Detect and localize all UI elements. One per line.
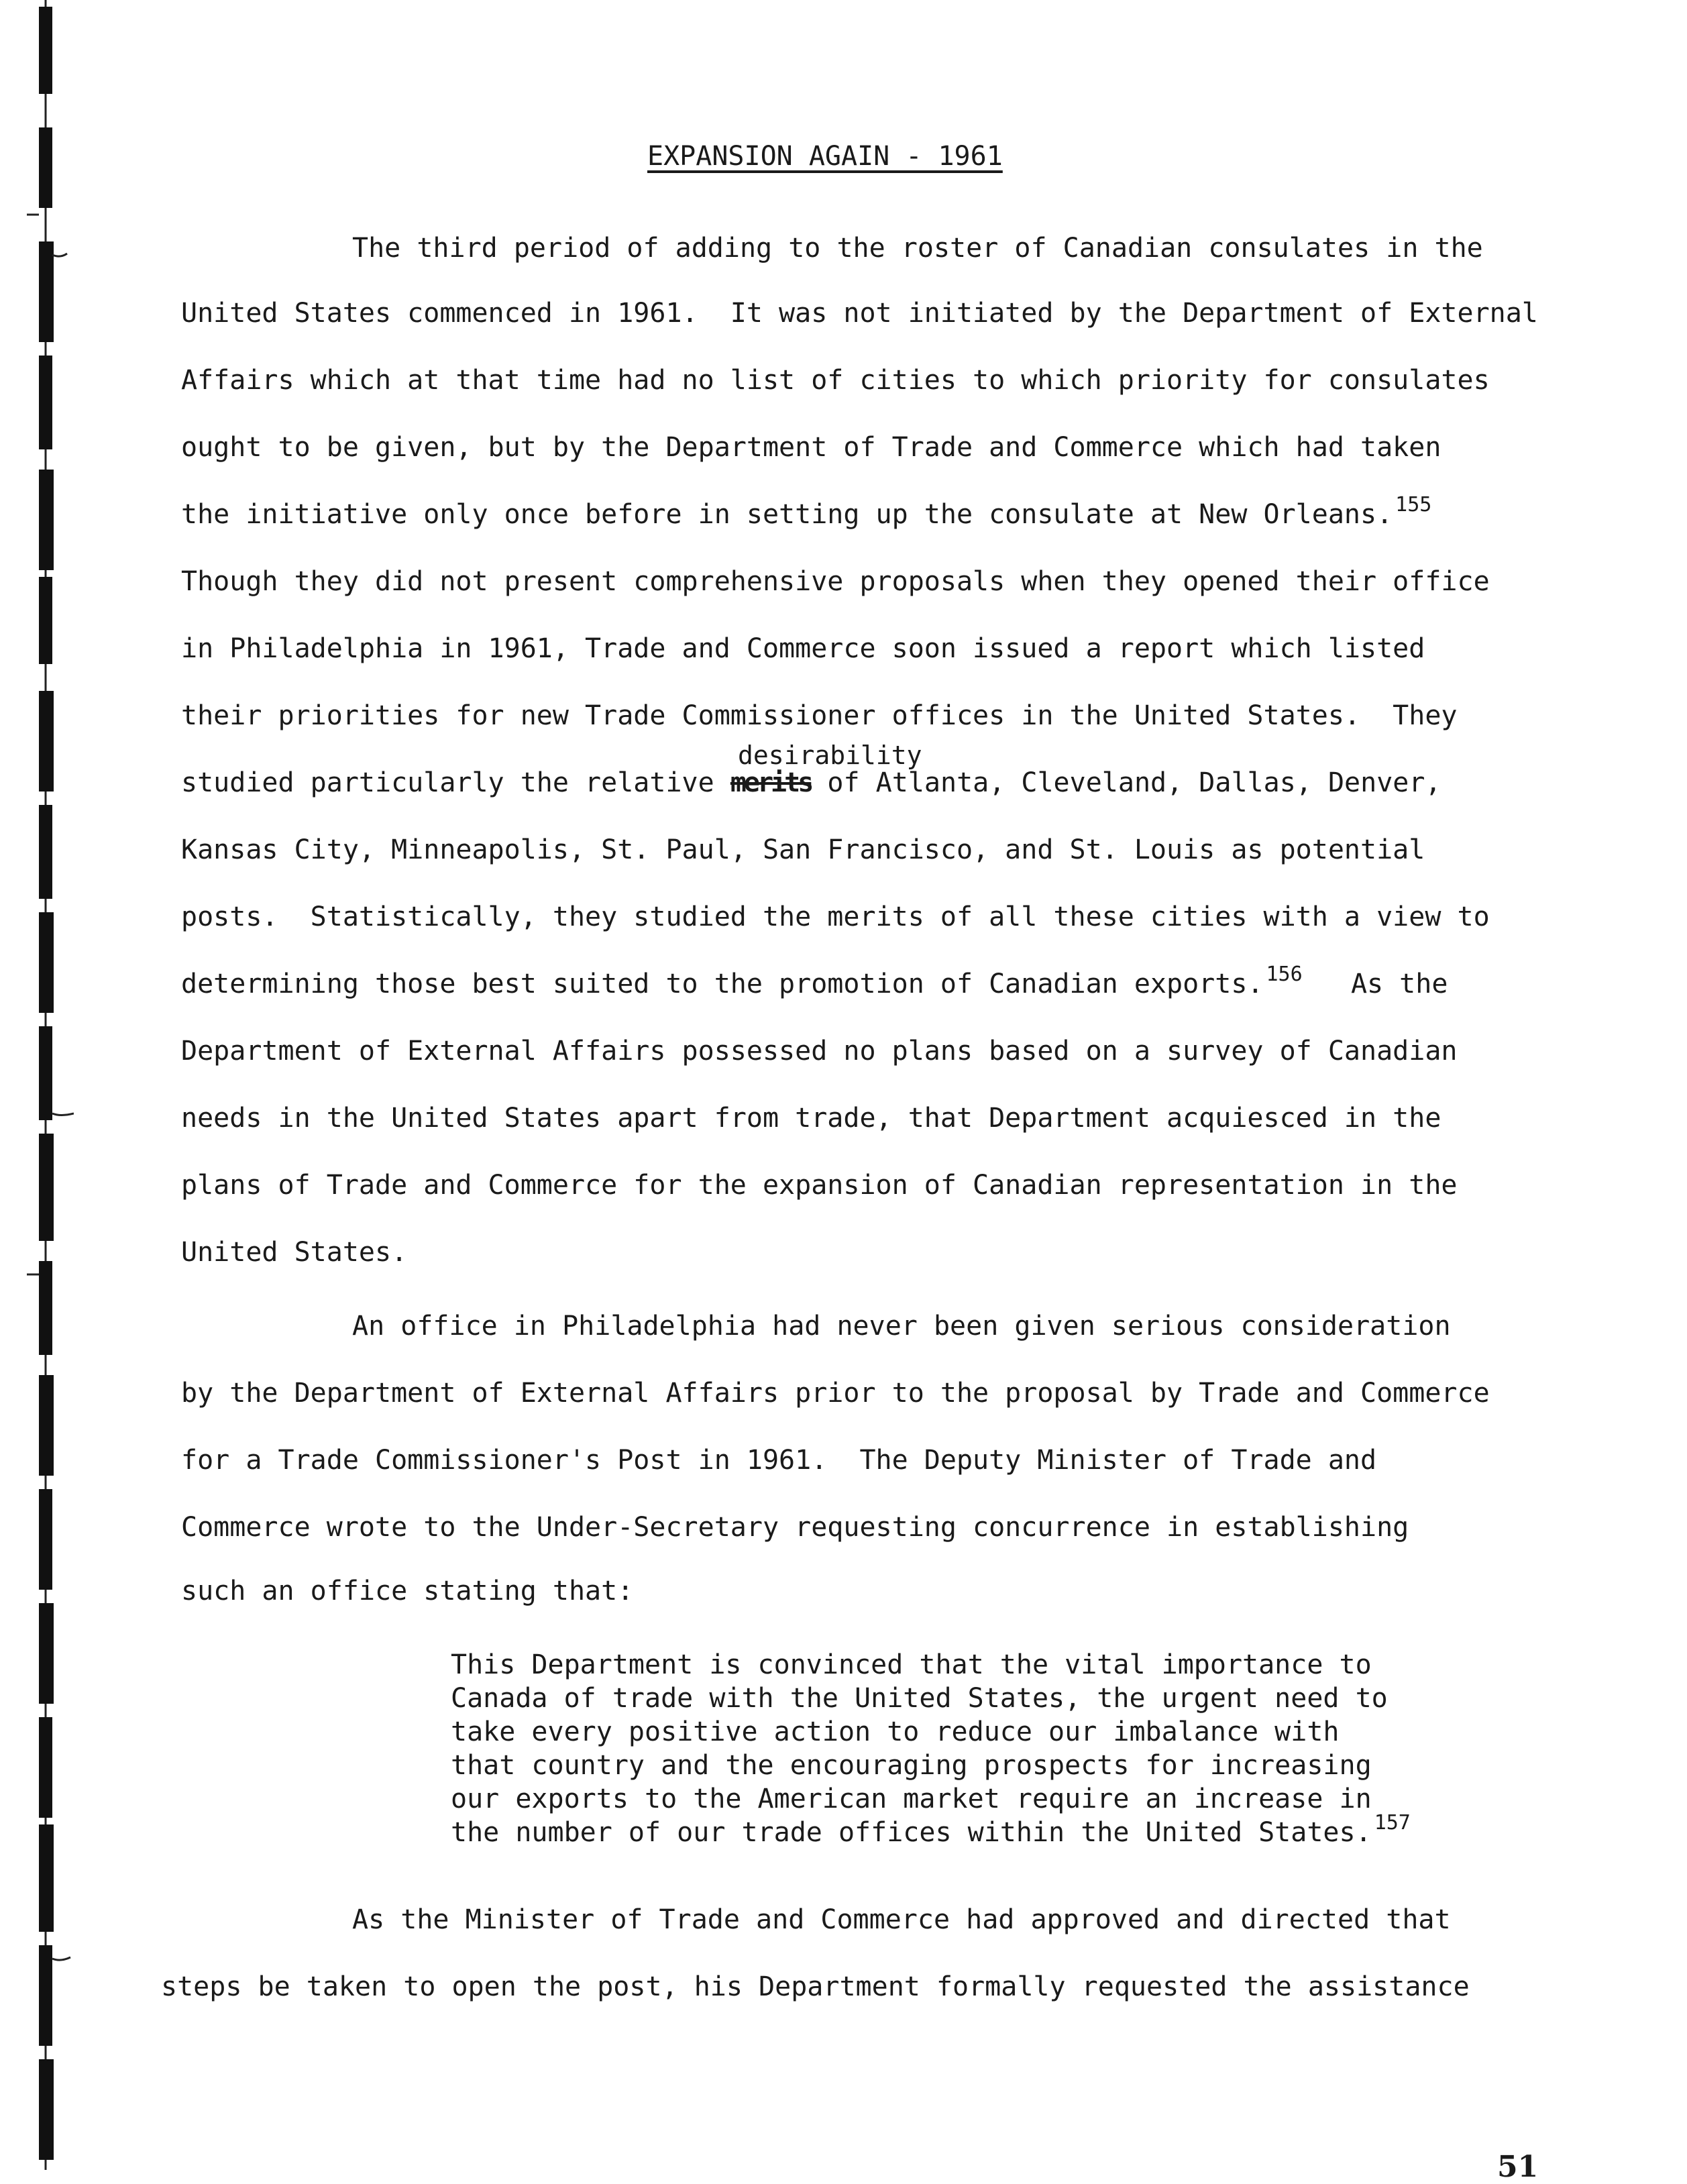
body-line: for a Trade Commissioner's Post in 1961. The Deputy Minister of Trade and — [181, 1445, 1377, 1476]
body-line: Commerce wrote to the Under-Secretary requesting concurrence in establishing — [181, 1512, 1409, 1543]
footnote-marker: 157 — [1374, 1811, 1411, 1835]
quote-line: This Department is convinced that the vital importance to — [451, 1649, 1372, 1680]
body-line: in Philadelphia in 1961, Trade and Commerce soon issued a report which listed — [181, 633, 1425, 664]
body-line: posts. Statistically, they studied the merits of all these cities with a view to — [181, 902, 1490, 932]
quote-line: the number of our trade offices within the United States. $^{157}$ — [451, 1811, 1411, 1848]
body-line: the initiative only once before in setting up the consulate at New Orleans. $^{155}$ — [181, 493, 1432, 530]
body-line: Though they did not present comprehensive proposals when they opened their office — [181, 566, 1490, 597]
body-line: United States. — [181, 1237, 408, 1268]
binding-edge-marks — [0, 0, 74, 2170]
body-line: their priorities for new Trade Commissioner offices in the United States. They — [181, 700, 1458, 731]
body-line: The third period of adding to the roster of Canadian consulates in the — [352, 233, 1483, 264]
body-line: by the Department of External Affairs prior to the proposal by Trade and Commerce — [181, 1378, 1490, 1409]
body-line: determining those best suited to the promotion of Canadian exports. $^{156}$ As the — [181, 963, 1448, 999]
footnote-marker: 156 — [1266, 963, 1303, 986]
struck-out-word: merits — [730, 767, 812, 798]
quote-line: take every positive action to reduce our imbalance with — [451, 1716, 1340, 1747]
body-line: studied particularly the relative merits of Atlanta, Cleveland, Dallas, Denver, — [181, 767, 1441, 798]
body-line: Department of External Affairs possessed no plans based on a survey of Canadian — [181, 1036, 1458, 1067]
footnote-marker: 155 — [1395, 493, 1432, 516]
body-line: As the Minister of Trade and Commerce had approved and directed that — [352, 1904, 1451, 1935]
body-line: needs in the United States apart from trade, that Department acquiesced in the — [181, 1103, 1441, 1134]
quote-line: that country and the encouraging prospects for increasing — [451, 1750, 1372, 1781]
body-line: such an office stating that: — [181, 1576, 634, 1606]
body-line: plans of Trade and Commerce for the expansion of Canadian representation in the — [181, 1170, 1458, 1201]
page-title: EXPANSION AGAIN - 1961 — [647, 141, 1003, 172]
page-number: 51 — [1497, 2150, 1539, 2184]
body-line: steps be taken to open the post, his Department formally requested the assistance — [161, 1971, 1470, 2002]
quote-line: our exports to the American market require an increase in — [451, 1784, 1372, 1814]
body-line: Affairs which at that time had no list of cities to which priority for consulates — [181, 365, 1490, 396]
body-line: Kansas City, Minneapolis, St. Paul, San Francisco, and St. Louis as potential — [181, 834, 1425, 865]
body-line: An office in Philadelphia had never been given serious consideration — [352, 1311, 1451, 1342]
quote-line: Canada of trade with the United States, the urgent need to — [451, 1683, 1388, 1714]
body-line: United States commenced in 1961. It was not initiated by the Department of External — [181, 298, 1538, 329]
handwritten-insertion: desirability — [738, 741, 922, 770]
body-line: ought to be given, but by the Department of Trade and Commerce which had taken — [181, 432, 1441, 463]
